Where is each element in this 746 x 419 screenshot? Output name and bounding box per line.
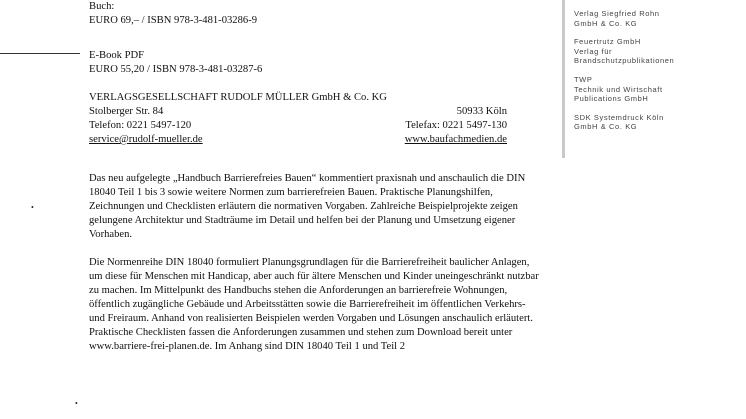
book-price: EURO 69,– / ISBN 978-3-481-03286-9 [89,15,258,26]
links-row [89,133,507,147]
divider-rule [0,53,80,54]
imprint-entry [574,9,742,28]
imprint-line: Verlag für [574,46,613,56]
imprint-line: Feuertrutz GmbH [574,37,641,47]
contact-row [89,119,507,133]
price-block [89,0,509,77]
publisher-name: VERLAGSGESELLSCHAFT RUDOLF MÜLLER GmbH & Co. KG [89,92,387,103]
body-text [89,172,544,368]
ebook-label: E-Book PDF [89,50,145,61]
imprint-line: Brandschutzpublikationen [574,56,675,66]
address-row [89,105,507,119]
paragraph-1: Das neu aufgelegte „Handbuch Barrierefreies Bauen“ kommentiert praxisnah und anschaulich die DIN 18040 Teil 1 bis 3 sowie weitere Normen zum barrierefreien Bauen. Praktische Planungshilfen, Zeichnungen und Checklisten erläutern die normativen Vorgaben. Zahlreiche Beispielprojekte zeigen gelungene Architektur und Stadträume im Detail und helfen bei der Planung und Umsetzung eigener Vorhaben. [89,173,526,240]
publisher-phone: Telefon: 0221 5497-120 [89,120,192,131]
imprint-line: SDK Systemdruck Köln [574,112,664,122]
ebook-price: EURO 55,20 / ISBN 978-3-481-03287-6 [89,64,263,75]
imprint-line: GmbH & Co. KG [574,122,638,132]
publisher-fax: Telefax: 0221 5497-130 [405,120,507,131]
imprint-entry [574,75,742,104]
paragraph-2: Die Normenreihe DIN 18040 formuliert Planungsgrundlagen für die Barrierefreiheit baulicher Anlagen, um diese für Menschen mit Handicap, aber auch für ältere Menschen und Kinder uneingeschränkt nutzbar zu machen. Im Mittelpunkt des Handbuchs stehen die Anforderungen an barrierefreie Wohnungen, öffentlich zugängliche Gebäude und Arbeitsstätten sowie die Barrierefreiheit im öffentlichen Verkehrs- und Freiraum. Anhand von realisierten Beispielen werden Vorgaben und Lösungen anschaulich erläutert. Praktische Checklisten fassen die Anforderungen zusammen und stehen zum Download bereit unter www.barriere-frei-planen.de. Im Anhang sind DIN 18040 Teil 1 und Teil 2 [89,257,539,352]
imprint-entry [574,37,742,66]
sidebar-imprints [562,0,742,158]
publisher-city: 50933 Köln [456,106,507,117]
imprint-line: TWP [574,74,593,84]
imprint-entry [574,113,742,132]
imprint-line: Technik und Wirtschaft [574,84,663,94]
bullet-dot: • [31,203,34,212]
publisher-street: Stolberger Str. 84 [89,106,164,117]
bullet-dot: • [75,399,78,408]
email-link[interactable]: service@rudolf-mueller.de [89,134,203,145]
imprint-line: Verlag Siegfried Rohn [574,9,660,18]
website-link[interactable]: www.baufachmedien.de [404,134,507,145]
publisher-block [89,91,507,147]
book-label: Buch: [89,1,115,12]
imprint-line: Publications GmbH [574,94,649,104]
imprint-line: GmbH & Co. KG [574,18,638,28]
